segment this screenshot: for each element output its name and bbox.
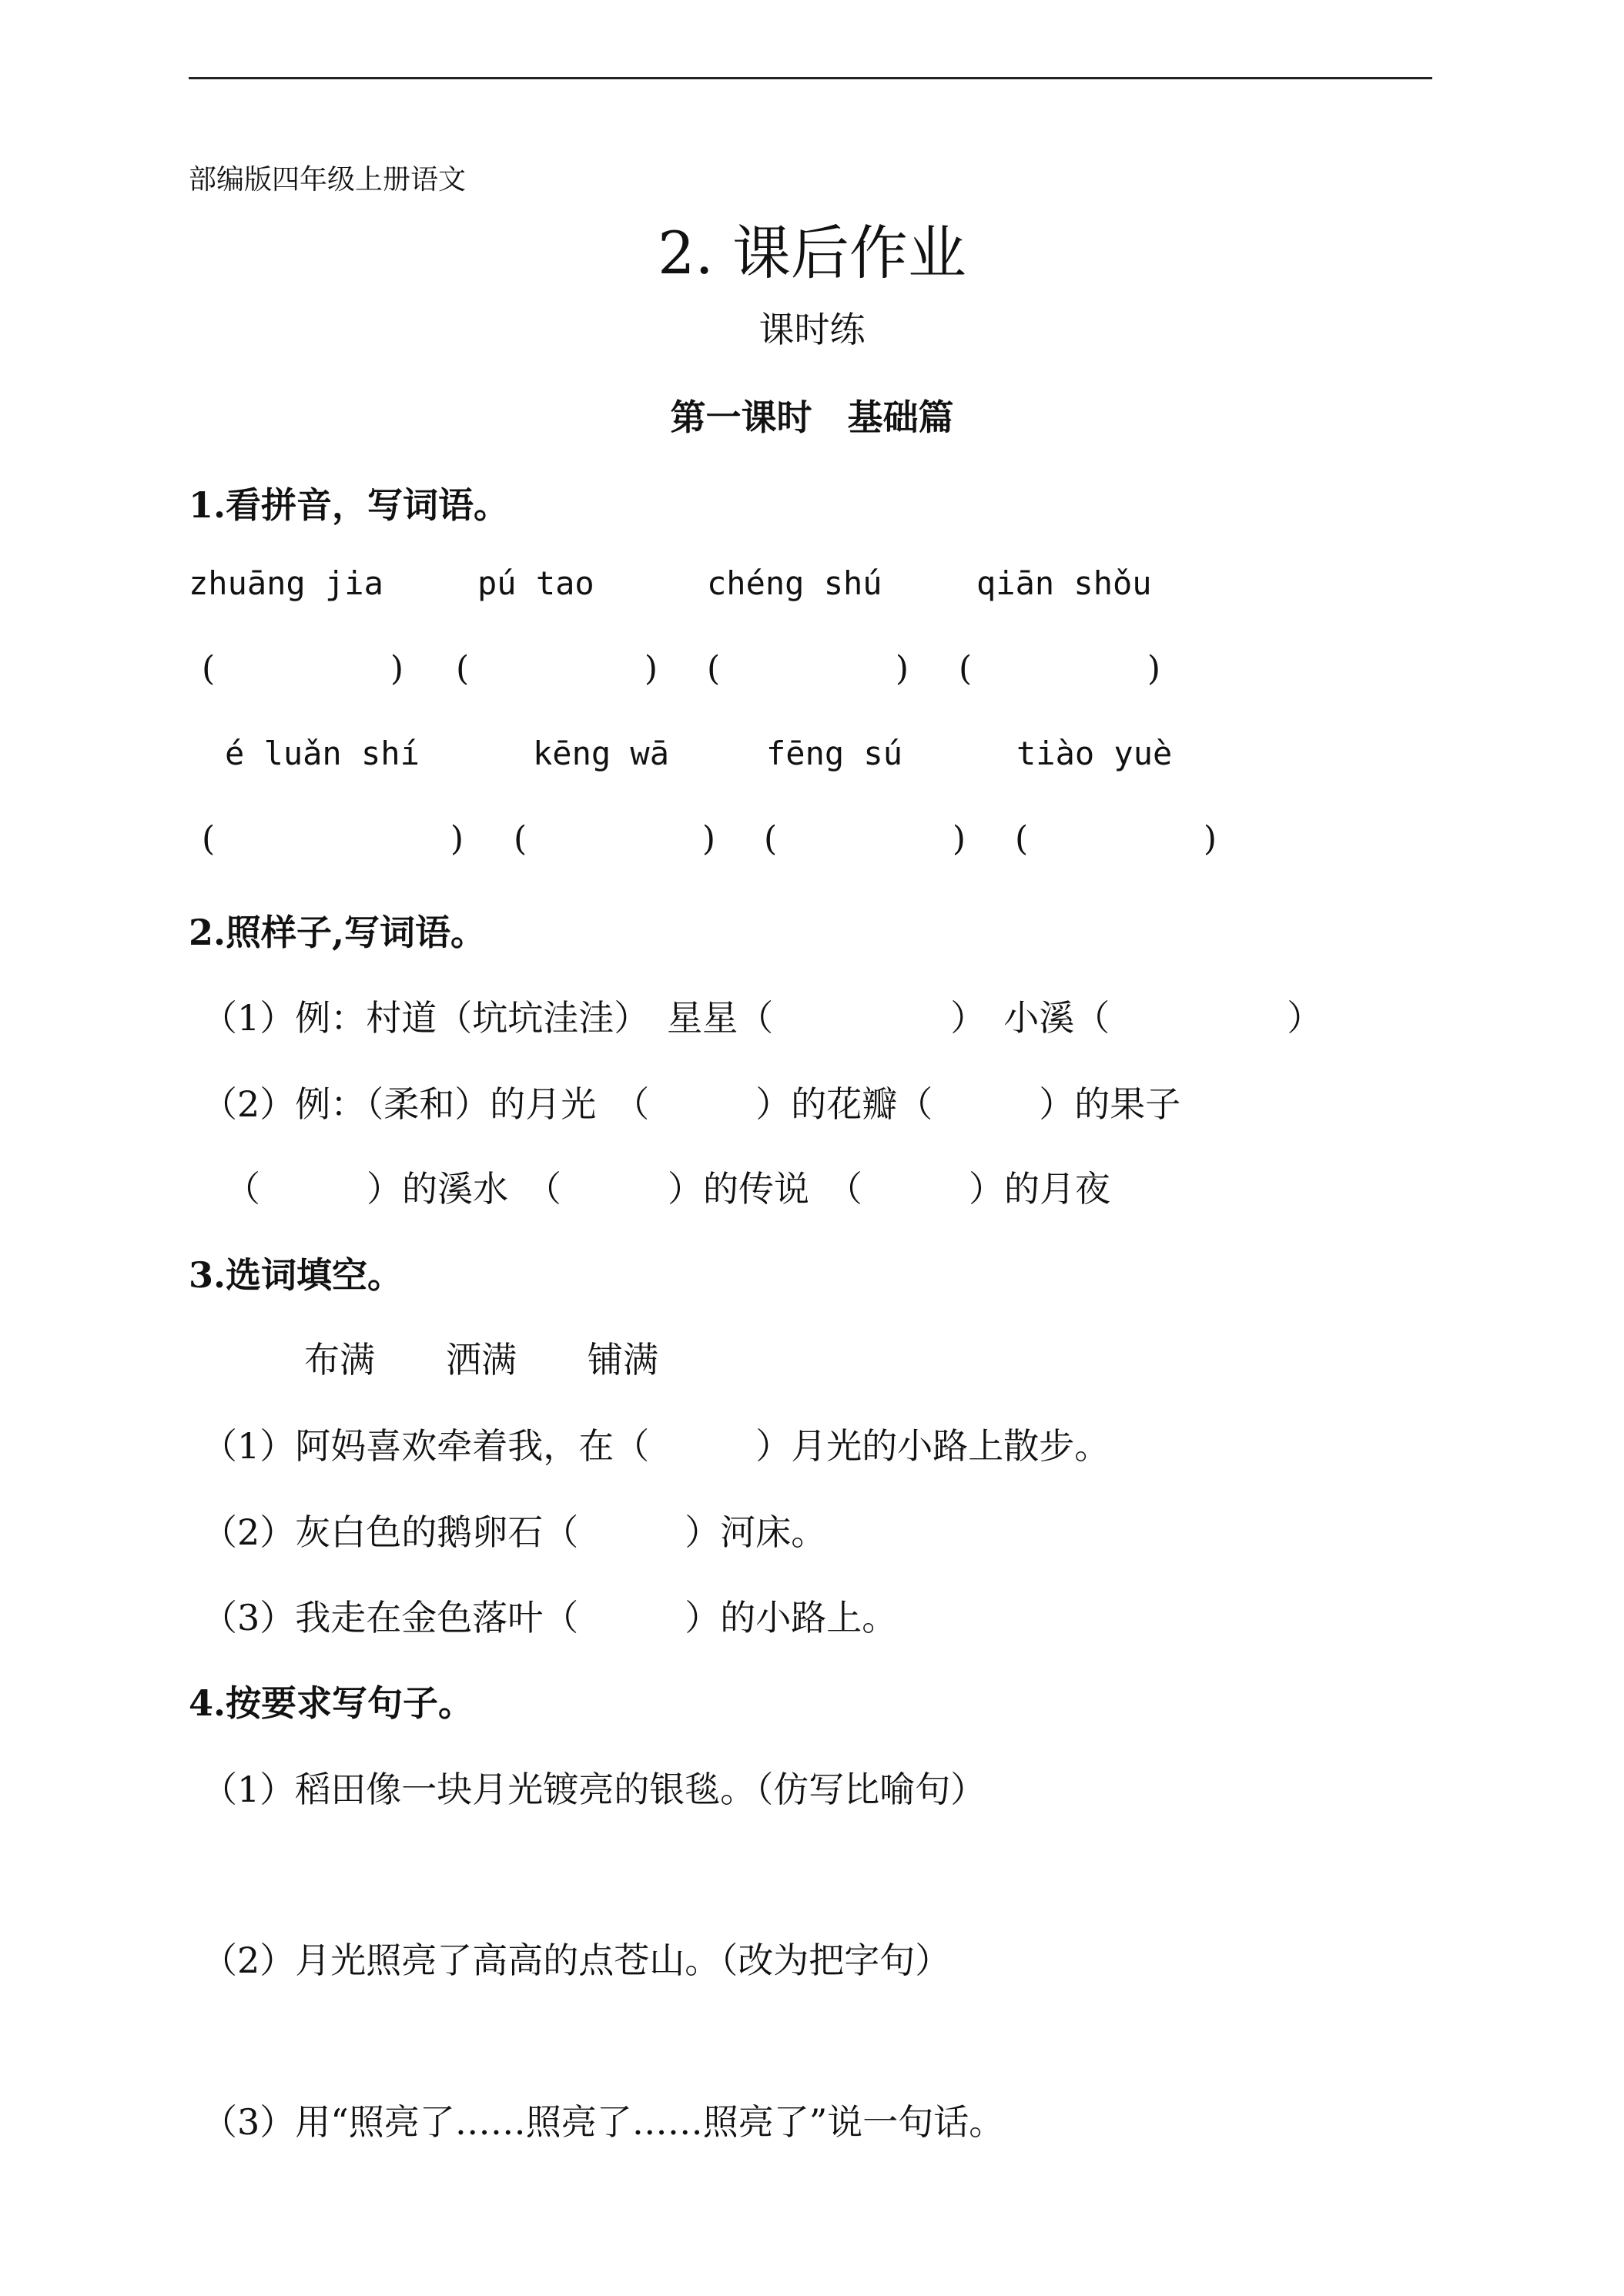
q4-sentence-2: （2）月光照亮了高高的点苍山。（改为把字句）	[202, 1940, 951, 1981]
subject-header: 部编版四年级上册语文	[189, 164, 467, 196]
q3-sentence-2: （2）灰白色的鹅卵石（ ）河床。	[202, 1511, 827, 1553]
q4-sentence-1: （1）稻田像一块月光镀亮的银毯。（仿写比喻句）	[202, 1769, 986, 1810]
pinyin-3: chéng shú	[707, 564, 882, 602]
q1-heading: 1.看拼音，写词语。	[189, 484, 510, 526]
pinyin-1: zhuāng jia	[189, 564, 383, 602]
q4-sentence-3: （3）用“照亮了……照亮了……照亮了”说一句话。	[202, 2101, 1005, 2143]
pinyin-7: fēng sú	[766, 735, 903, 772]
q3-sentence-1: （1）阿妈喜欢牵着我，在（ ）月光的小路上散步。	[202, 1425, 1110, 1467]
q2-line-2: （2）例：（柔和）的月光 （ ）的花瓣（ ）的果子	[202, 1083, 1181, 1125]
q2-line-1: （1）例：村道（坑坑洼洼） 星星（ ） 小溪（ ）	[202, 997, 1323, 1039]
q3-heading: 3.选词填空。	[189, 1254, 403, 1296]
q2-heading: 2.照样子,写词语。	[189, 912, 487, 953]
section-title: 第一课时 基础篇	[670, 397, 954, 438]
q4-heading: 4.按要求写句子。	[189, 1682, 474, 1724]
pinyin-4: qiān shǒu	[976, 564, 1152, 602]
pinyin-6: kēng wā	[533, 735, 670, 772]
q2-line-3: （ ）的溪水 （ ）的传说 （ ）的月夜	[225, 1168, 1110, 1210]
pinyin-5: é luǎn shí	[225, 735, 420, 772]
page-subtitle: 课时练	[758, 309, 866, 350]
pinyin-2: pú tao	[477, 564, 594, 602]
word-options: 布满 洒满 铺满	[304, 1339, 658, 1381]
pinyin-8: tiào yuè	[1016, 735, 1173, 772]
top-rule	[189, 77, 1432, 79]
q3-sentence-3: （3）我走在金色落叶（ ）的小路上。	[202, 1597, 898, 1638]
page-title: 2. 课后作业	[658, 219, 966, 287]
